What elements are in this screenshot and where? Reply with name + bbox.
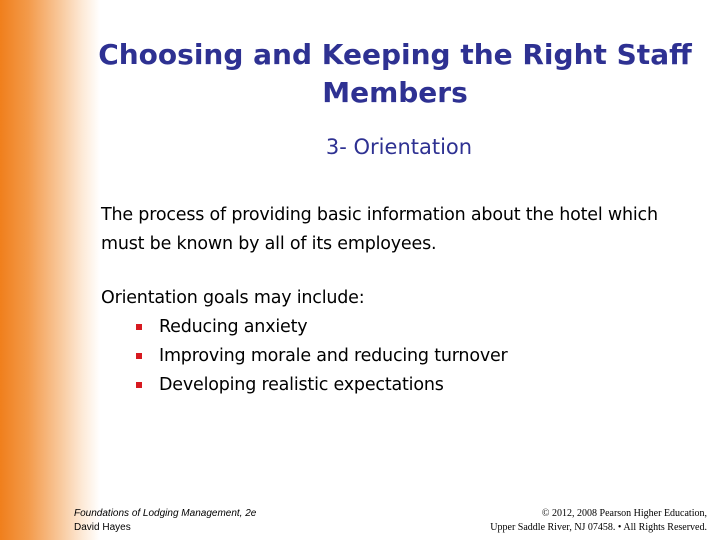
definition-text: The process of providing basic information about the hotel which must be known by all of its employees. [101, 205, 658, 254]
list-item [101, 371, 701, 400]
list-item [101, 342, 701, 371]
square-bullet-icon [136, 382, 142, 388]
square-bullet-icon [136, 324, 142, 330]
footer-copyright [490, 507, 707, 535]
goal-label: Improving morale and reducing turnover [159, 346, 508, 366]
copyright-line-2: Upper Saddle River, NJ 07458. • All Rights Reserved. [490, 522, 707, 533]
footer-book-info [74, 507, 256, 535]
goal-label: Developing realistic expectations [159, 375, 444, 395]
goal-label: Reducing anxiety [159, 317, 308, 337]
book-title: Foundations of Lodging Management, 2e [74, 508, 257, 519]
goals-list [101, 313, 701, 400]
copyright-line-1: © 2012, 2008 Pearson Higher Education, [541, 508, 707, 519]
goals-intro: Orientation goals may include: [101, 288, 365, 308]
list-item [101, 313, 701, 342]
square-bullet-icon [136, 353, 142, 359]
slide-body [101, 201, 701, 400]
slide-subtitle: 3- Orientation [325, 135, 473, 159]
slide-title: Choosing and Keeping the Right Staff Members [98, 38, 692, 109]
author-name: David Hayes [74, 522, 131, 533]
